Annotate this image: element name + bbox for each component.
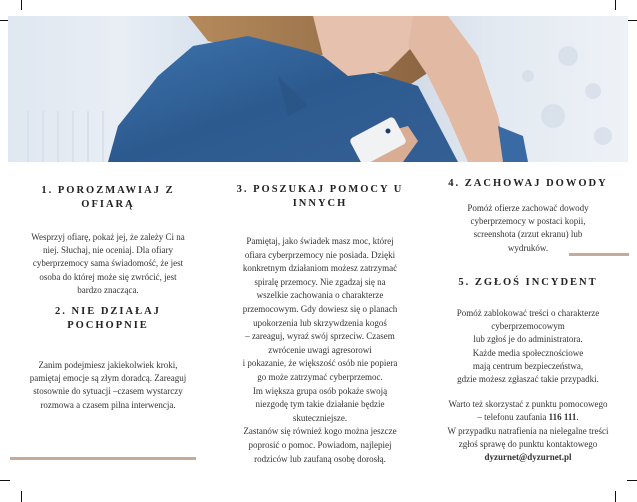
helpline-info: Warto też skorzystać z punktu pomocowego – telefonu zaufania 116 111. W przypadku natrafienia na nielegalne treści zgłoś sprawę do punktu kontaktowego dyzurnet@dyzurnet.pl: [447, 399, 609, 463]
crop-mark: [21, 491, 22, 502]
header-photo: [8, 16, 628, 162]
section-report-incident: [428, 276, 628, 464]
section-talk-to-victim: [8, 184, 208, 297]
section-body: Zanim podejmiesz jakiekolwiek kroki, pamiętaj emocje są złym doradcą. Zareaguj stosownie do sytuacji –czasem wystarczy rozmowa a czasem pilna interwencja.: [29, 360, 187, 410]
section-body: Pomóż zablokować treści o charakterze cyberprzemocowym lub zgłoś je do administratora. Każde media społecznościowe mają centrum bezpieczeństwa, gdzie możesz zgłaszać takie przypadki.: [456, 308, 600, 385]
section-title: 5. ZGŁOŚ INCYDENT: [458, 277, 598, 288]
section-body: Wesprzyj ofiarę, pokaż jej, że zależy Ci na niej. Słuchaj, nie oceniaj. Dla ofiary cyberprzemocy sama świadomość, że jest osoba do której może się zwrócić, jest bardzo znacząca.: [31, 232, 185, 295]
crop-mark: [0, 480, 10, 481]
photo-illustration: [8, 16, 628, 162]
section-body: Pomóż ofierze zachować dowody cyberprzemocy w postaci kopii, screenshota (zrzut ekranu) lub wydruków.: [467, 203, 589, 253]
crop-mark: [627, 20, 637, 21]
section-body: Pamiętaj, jako świadek masz moc, której ofiara cyberprzemocy nie posiada. Dzięki konkretnym działaniom możesz zatrzymać spiralę przemocy. Nie zgadzaj się na wszelkie zachowania o charakterze przemocowym. Gdy dowiesz się o planach upokorzenia lub skrzywdzenia kogoś – zareaguj, wyraź swój sprzeciw. Czasem zwrócenie uwagi agresorowi i pokazanie, że większość osób nie popiera go może zatrzymać cyberprzemoc. Im większa grupa osób pokaże swoją niezgodę tym takie działanie będzie skuteczniejsze. Zastanów się również kogo można jeszcze poprosić o pomoc. Powiadom, najlepiej rodziców lub zaufaną osobę dorosłą.: [242, 236, 398, 464]
section-title: 3. POSZUKAJ POMOCY U INNYCH: [236, 184, 404, 209]
helpline-phone: 116 111: [548, 412, 577, 423]
crop-mark: [21, 0, 22, 10]
section-seek-help: [215, 183, 425, 466]
section-keep-evidence: [428, 177, 628, 255]
section-title: 2. NIE DZIAŁAJ POCHOPNIE: [55, 306, 161, 331]
section-dont-act-hastily: [8, 305, 208, 412]
section-title: 4. ZACHOWAJ DOWODY: [448, 178, 608, 189]
crop-mark: [627, 480, 637, 481]
crop-mark: [615, 491, 616, 502]
divider-line: [569, 253, 629, 256]
contact-email[interactable]: dyzurnet@dyzurnet.pl: [484, 452, 572, 463]
crop-mark: [615, 0, 616, 10]
section-title: 1. POROZMAWIAJ Z OFIARĄ: [41, 185, 175, 210]
divider-line: [10, 457, 196, 460]
